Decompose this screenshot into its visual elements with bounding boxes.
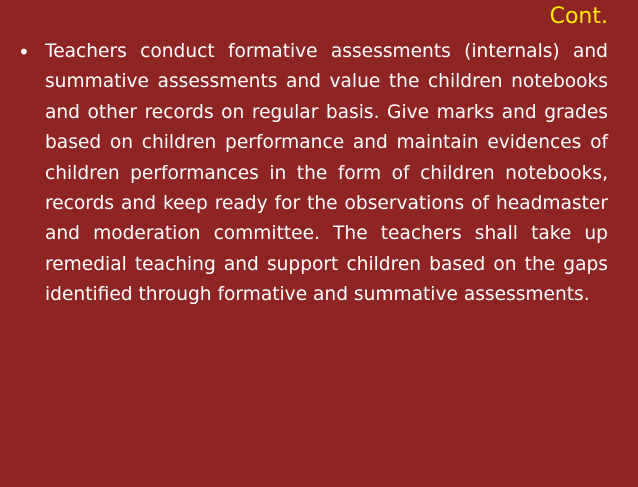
bullet-list (18, 37, 608, 311)
bullet-dot-icon: • (18, 40, 30, 64)
bullet-item (18, 37, 608, 311)
bullet-text: Teachers conduct formative assessments (internals) and summative assessments and value the children notebooks and other records on regular basis. Give marks and grades based on children performance and maintain evidences of children performances in the form of children notebooks, records and keep ready for the observations of headmaster and moderation committee. The teachers shall take up remedial teaching and support children based on the gaps identified through formative and summative assessments. (45, 41, 608, 306)
slide-title: Cont. (549, 4, 608, 29)
